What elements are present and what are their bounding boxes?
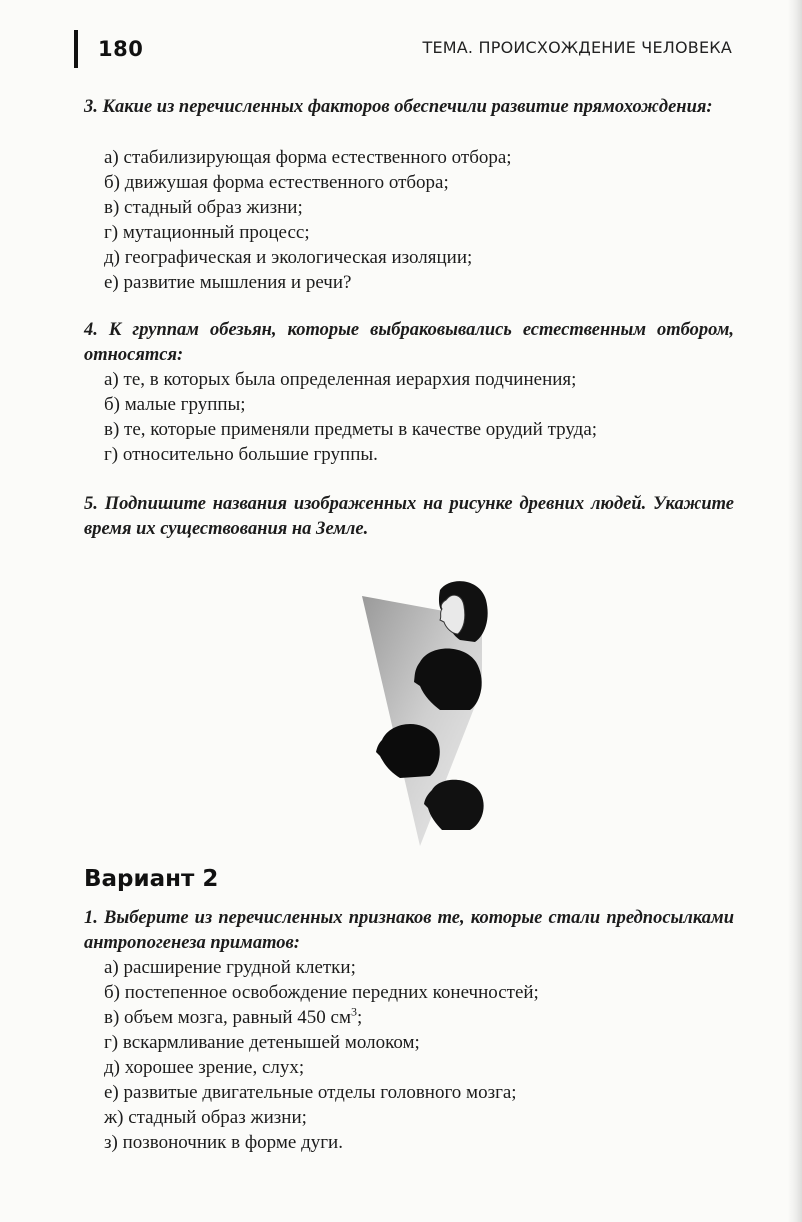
header-rule (74, 30, 78, 68)
v2-q1-option-zh: ж) стадный образ жизни; (104, 1107, 307, 1128)
running-title: ТЕМА. ПРОИСХОЖДЕНИЕ ЧЕЛОВЕКА (422, 38, 732, 57)
v2-q1-option-g: г) вскармливание детенышей молоком; (104, 1032, 420, 1053)
question-4-option-a: а) те, в которых была определенная иерархия подчинения; (104, 369, 577, 390)
page-number: 180 (98, 37, 144, 61)
archanthropus-head-icon (376, 724, 440, 778)
page-edge-shadow (788, 0, 802, 1222)
question-3-option-g: г) мутационный процесс; (104, 222, 310, 243)
ancient-people-figure (360, 578, 495, 848)
v2-q1-option-v-text: в) объем мозга, равный 450 см (104, 1007, 351, 1028)
v2-q1-option-v-tail: ; (357, 1007, 363, 1028)
question-4-options (104, 367, 597, 467)
question-3-option-d: д) географическая и экологическая изоляции; (104, 247, 473, 268)
question-4-text: 4. К группам обезьян, которые выбраковывались естественным отбором, относятся: (84, 320, 734, 365)
variant-2-question-1-text: 1. Выберите из перечисленных признаков те, которые стали предпосылками антропогенеза приматов: (84, 908, 734, 953)
question-3-option-v: в) стадный образ жизни; (104, 197, 303, 218)
question-3-option-e: е) развитие мышления и речи? (104, 272, 352, 293)
v2-q1-option-z: з) позвоночник в форме дуги. (104, 1132, 343, 1153)
v2-q1-option-e: е) развитые двигательные отделы головного мозга; (104, 1082, 517, 1103)
v2-q1-option-v (104, 1005, 539, 1030)
v2-q1-option-d: д) хорошее зрение, слух; (104, 1057, 305, 1078)
v2-q1-option-b: б) постепенное освобождение передних конечностей; (104, 982, 539, 1003)
variant-2-question-1-options (104, 955, 539, 1155)
question-4-option-g: г) относительно большие группы. (104, 444, 378, 465)
v2-q1-option-v-superscript: 3 (351, 1004, 357, 1019)
v2-q1-option-a: а) расширение грудной клетки; (104, 957, 356, 978)
variant-2-title: Вариант 2 (84, 866, 219, 892)
question-3-option-b: б) движушая форма естественного отбора; (104, 172, 449, 193)
question-3-option-a: а) стабилизирующая форма естественного отбора; (104, 147, 512, 168)
question-3-text: 3. Какие из перечисленных факторов обеспечили развитие прямохождения: (84, 97, 713, 117)
question-4-option-v: в) те, которые применяли предметы в качестве орудий труда; (104, 419, 598, 440)
question-5-text: 5. Подпишите названия изображенных на рисунке древних людей. Укажите время их существования на Земле. (84, 494, 734, 539)
question-3-options (104, 145, 512, 295)
question-4-option-b: б) малые группы; (104, 394, 246, 415)
